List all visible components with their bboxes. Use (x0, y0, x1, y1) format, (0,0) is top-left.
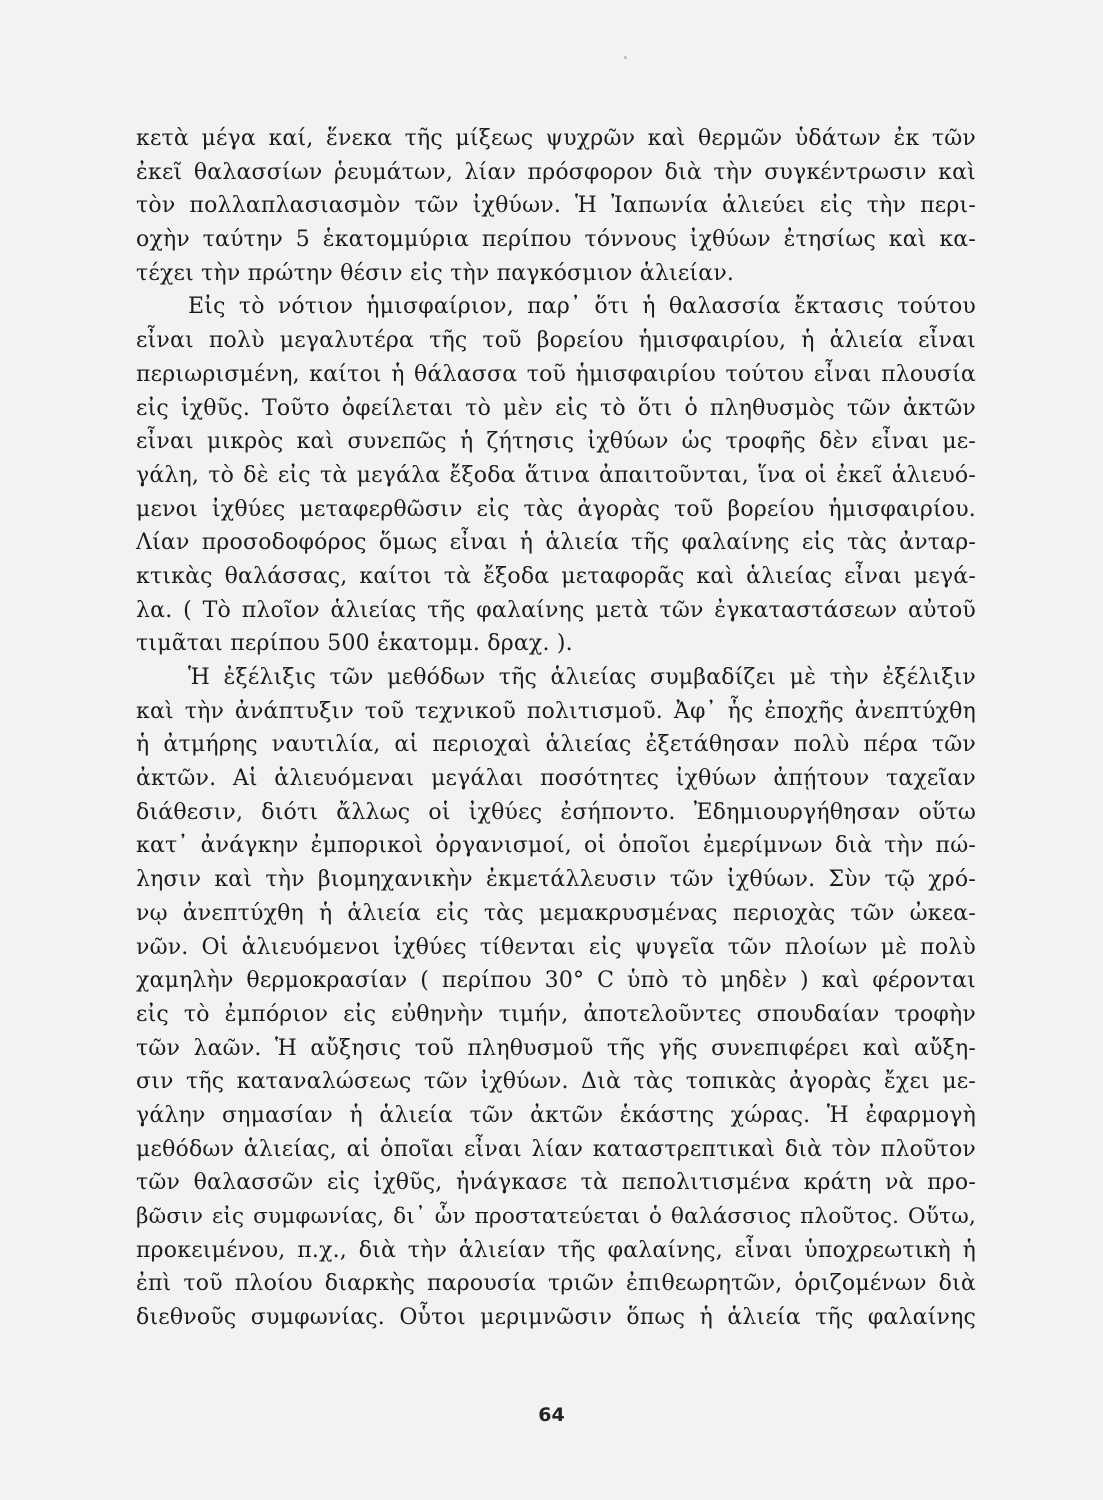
text-line: λα. ( Τὸ πλοῖον ἁλιείας τῆς φαλαίνης μετὰ τῶν ἐγκαταστάσεων αὐτοῦ (136, 597, 976, 623)
text-line: νῶν. Οἱ ἁλιευόμενοι ἰχθύες τίθενται εἰς ψυγεῖα τῶν πλοίων μὲ πολὺ (136, 934, 976, 960)
text-line: τῶν θαλασσῶν εἰς ἰχθῦς, ἠνάγκασε τὰ πεπολιτισμένα κράτη νὰ προ- (136, 1170, 976, 1196)
text-line: λησιν καὶ τὴν βιομηχανικὴν ἐκμετάλλευσιν τῶν ἰχθύων. Σὺν τῷ χρό- (136, 867, 976, 893)
text-line: κτικὰς θαλάσσας, καίτοι τὰ ἔξοδα μεταφορᾶς καὶ ἁλιείας εἶναι μεγά- (136, 563, 976, 589)
text-line: διάθεσιν, διότι ἄλλως οἱ ἰχθύες ἐσήποντο. Ἐδημιουργήθησαν οὕτω (136, 799, 976, 825)
text-line: Ἡ ἐξέλιξις τῶν μεθόδων τῆς ἁλιείας συμβαδίζει μὲ τὴν ἐξέλιξιν (188, 665, 976, 690)
text-line: σιν τῆς καταναλώσεως τῶν ἰχθύων. Διὰ τὰς τοπικὰς ἀγορὰς ἔχει με- (136, 1069, 976, 1095)
text-line: περιωρισμένη, καίτοι ἡ θάλασσα τοῦ ἡμισφαιρίου τούτου εἶναι πλουσία (136, 361, 976, 387)
text-line: εἰς ἰχθῦς. Τοῦτο ὀφείλεται τὸ μὲν εἰς τὸ ὅτι ὁ πληθυσμὸς τῶν ἀκτῶν (136, 395, 976, 421)
text-line: τιμᾶται περίπου 500 ἑκατομμ. δραχ. ). (136, 631, 573, 657)
text-line: τέχει τὴν πρώτην θέσιν εἰς τὴν παγκόσμιον ἁλιείαν. (136, 260, 735, 286)
paper-speck (624, 56, 627, 59)
text-line: μεθόδων ἁλιείας, αἱ ὁποῖαι εἶναι λίαν καταστρεπτικαὶ διὰ τὸν πλοῦτον (136, 1136, 976, 1162)
text-line: εἶναι πολὺ μεγαλυτέρα τῆς τοῦ βορείου ἡμισφαιρίου, ἡ ἁλιεία εἶναι (136, 328, 976, 354)
text-line: γάλη, τὸ δὲ εἰς τὰ μεγάλα ἔξοδα ἅτινα ἀπαιτοῦνται, ἵνα οἱ ἐκεῖ ἁλιευό- (136, 462, 976, 488)
text-line: ἀκτῶν. Αἱ ἁλιευόμεναι μεγάλαι ποσότητες ἰχθύων ἀπῄτουν ταχεῖαν (136, 766, 976, 792)
text-line: ἐπὶ τοῦ πλοίου διαρκὴς παρουσία τριῶν ἐπιθεωρητῶν, ὁριζομένων διὰ (136, 1271, 976, 1297)
text-line: προκειμένου, π.χ., διὰ τὴν ἁλιείαν τῆς φαλαίνης, εἶναι ὑποχρεωτικὴ ἡ (136, 1237, 976, 1263)
text-line: κατ᾽ ἀνάγκην ἐμπορικοὶ ὀργανισμοί, οἱ ὁποῖοι ἐμερίμνων διὰ τὴν πώ- (136, 833, 976, 859)
text-line: διεθνοῦς συμφωνίας. Οὗτοι μεριμνῶσιν ὅπως ἡ ἁλιεία τῆς φαλαίνης (136, 1305, 976, 1331)
text-line: ἐκεῖ θαλασσίων ῥευμάτων, λίαν πρόσφορον διὰ τὴν συγκέντρωσιν καὶ (136, 159, 976, 185)
text-line: βῶσιν εἰς συμφωνίας, δι᾽ ὧν προστατεύεται ὁ θαλάσσιος πλοῦτος. Οὕτω, (136, 1204, 976, 1229)
text-line: νῳ ἀνεπτύχθη ἡ ἁλιεία εἰς τὰς μεμακρυσμένας περιοχὰς τῶν ὠκεα- (136, 900, 976, 926)
text-line: χαμηλὴν θερμοκρασίαν ( περίπου 30° C ὑπὸ τὸ μηδὲν ) καὶ φέρονται (136, 968, 976, 994)
page-number: 64 (538, 1404, 565, 1426)
text-line: καὶ τὴν ἀνάπτυξιν τοῦ τεχνικοῦ πολιτισμοῦ. Ἀφ᾽ ἧς ἐποχῆς ἀνεπτύχθη (136, 698, 976, 724)
text-line: Λίαν προσοδοφόρος ὅμως εἶναι ἡ ἁλιεία τῆς φαλαίνης εἰς τὰς ἀνταρ- (136, 530, 976, 556)
text-line: ἡ ἀτμήρης ναυτιλία, αἱ περιοχαὶ ἁλιείας ἐξετάθησαν πολὺ πέρα τῶν (136, 732, 976, 758)
text-line: γάλην σημασίαν ἡ ἁλιεία τῶν ἀκτῶν ἑκάστης χώρας. Ἡ ἐφαρμογὴ (136, 1102, 976, 1128)
text-line: κετὰ μέγα καί, ἕνεκα τῆς μίξεως ψυχρῶν καὶ θερμῶν ὑδάτων ἐκ τῶν (136, 126, 976, 151)
body-text (136, 122, 976, 1335)
text-line: τῶν λαῶν. Ἡ αὔξησις τοῦ πληθυσμοῦ τῆς γῆς συνεπιφέρει καὶ αὔξη- (136, 1035, 976, 1061)
text-line: οχὴν ταύτην 5 ἑκατομμύρια περίπου τόννους ἰχθύων ἐτησίως καὶ κα- (136, 227, 976, 253)
text-line: τὸν πολλαπλασιασμὸν τῶν ἰχθύων. Ἡ Ἰαπωνία ἁλιεύει εἰς τὴν περι- (136, 193, 976, 219)
text-line: μενοι ἰχθύες μεταφερθῶσιν εἰς τὰς ἀγορὰς τοῦ βορείου ἡμισφαιρίου. (136, 496, 976, 522)
text-line: εἶναι μικρὸς καὶ συνεπῶς ἡ ζήτησις ἰχθύων ὡς τροφῆς δὲν εἶναι με- (136, 429, 976, 455)
text-line: Εἰς τὸ νότιον ἡμισφαίριον, παρ᾽ ὅτι ἡ θαλασσία ἔκτασις τούτου (188, 294, 976, 320)
text-line: εἰς τὸ ἐμπόριον εἰς εὐθηνὴν τιμήν, ἀποτελοῦντες σπουδαίαν τροφὴν (136, 1001, 976, 1027)
